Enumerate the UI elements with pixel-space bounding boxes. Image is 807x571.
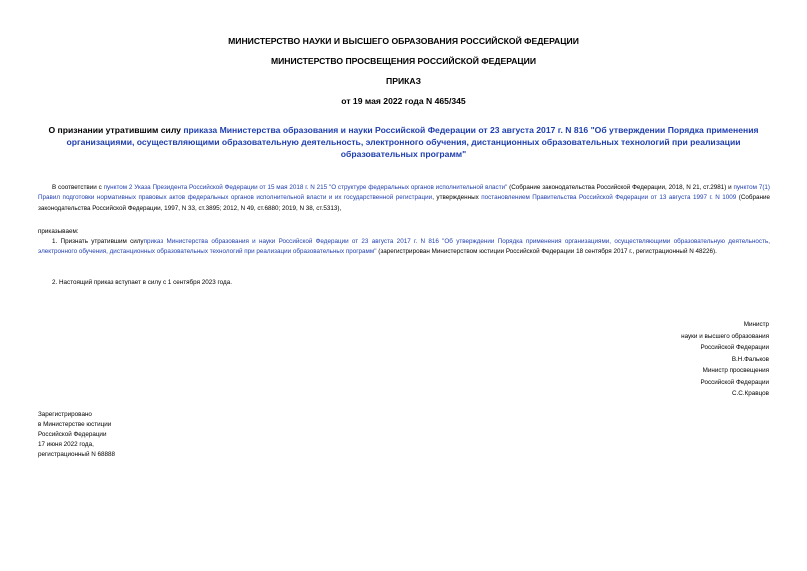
signature-line-5: Министр просвещения (702, 367, 769, 374)
ministry-science-heading: МИНИСТЕРСТВО НАУКИ И ВЫСШЕГО ОБРАЗОВАНИЯ РОССИЙСКОЙ ФЕДЕРАЦИИ (228, 36, 579, 46)
item-1-paragraph (38, 237, 770, 258)
ministry-education-heading: МИНИСТЕРСТВО ПРОСВЕЩЕНИЯ РОССИЙСКОЙ ФЕДЕРАЦИИ (270, 56, 537, 66)
preamble-text-2: (Собрание законодательства Российской Федерации, 2018, N 21, ст.2981) и (507, 184, 734, 191)
preamble-paragraph (38, 183, 770, 214)
signature-name-2: С.С.Кравцов (732, 390, 769, 397)
registration-line-2: в Министерстве юстиции (38, 421, 112, 428)
item-2-paragraph: 2. Настоящий приказ вступает в силу с 1 сентября 2023 года. (52, 279, 232, 286)
registration-block (38, 410, 238, 460)
item-1-text: 1. Признать утратившим силу (52, 238, 144, 245)
signature-line-2: науки и высшего образования (681, 332, 769, 340)
signature-line-6: Российской Федерации (700, 378, 769, 386)
signature-line-3: Российской Федерации (700, 344, 769, 351)
signature-line-1: Министр (743, 321, 769, 328)
title-order-link[interactable]: приказа Министерства образования и науки Российской Федерации от 23 августа 2017 г. N 816 "Об утверждении Порядка применения организациями, осуществляющими образовательную деятельность, электронного обучения, дистанционных образовательных технологий при реализации образовательных программ" (66, 125, 759, 159)
document-title (36, 124, 771, 160)
signature-name-1: В.Н.Фальков (731, 355, 769, 363)
document-type-heading: ПРИКАЗ (386, 76, 421, 86)
repealed-order-link[interactable]: приказ Министерства образования и науки Российской Федерации от 23 августа 2017 г. N 816 "Об утверждении Порядка применения организациями, осуществляющими образовательную деятельность, электронного обучения, дистанционных образовательных технологий при реализации образовательных программ" (38, 238, 770, 256)
resolution-link[interactable]: постановлением Правительства Российской Федерации от 13 августа 1997 г. N 1009 (481, 194, 737, 202)
decree-link[interactable]: пунктом 2 Указа Президента Российской Федерации от 15 мая 2018 г. N 215 "О структуре федеральных органов исполнительной власти" (103, 184, 508, 191)
registration-number: регистрационный N 68888 (38, 451, 116, 458)
item-1-registration-text: (зарегистрирован Министерством юстиции Российской Федерации 18 сентября 2017 г., регистрационный N 48226). (376, 248, 717, 256)
preamble-text-3: , утвержденных (432, 194, 482, 202)
document-date-number: от 19 мая 2022 года N 465/345 (341, 96, 466, 106)
registration-line-3: Российской Федерации (38, 431, 107, 438)
preamble-text-1: В соответствии с (52, 184, 104, 191)
rules-link[interactable]: пунктом 7(1) Правил подготовки нормативных правовых актов федеральных органов исполнительной власти и их государственной регистрации (38, 184, 771, 202)
order-word: приказываем: (38, 228, 79, 235)
registration-line-1: Зарегистрировано (38, 411, 92, 418)
preamble-text-4: (Собрание законодательства Российской Федерации, 1997, N 33, ст.3895; 2012, N 49, ст.6880; 2019, N 38, ст.5313), (38, 194, 770, 212)
registration-date: 17 июня 2022 года, (38, 441, 94, 448)
title-prefix: О признании утратившим силу (48, 125, 184, 135)
signature-block (569, 319, 769, 400)
